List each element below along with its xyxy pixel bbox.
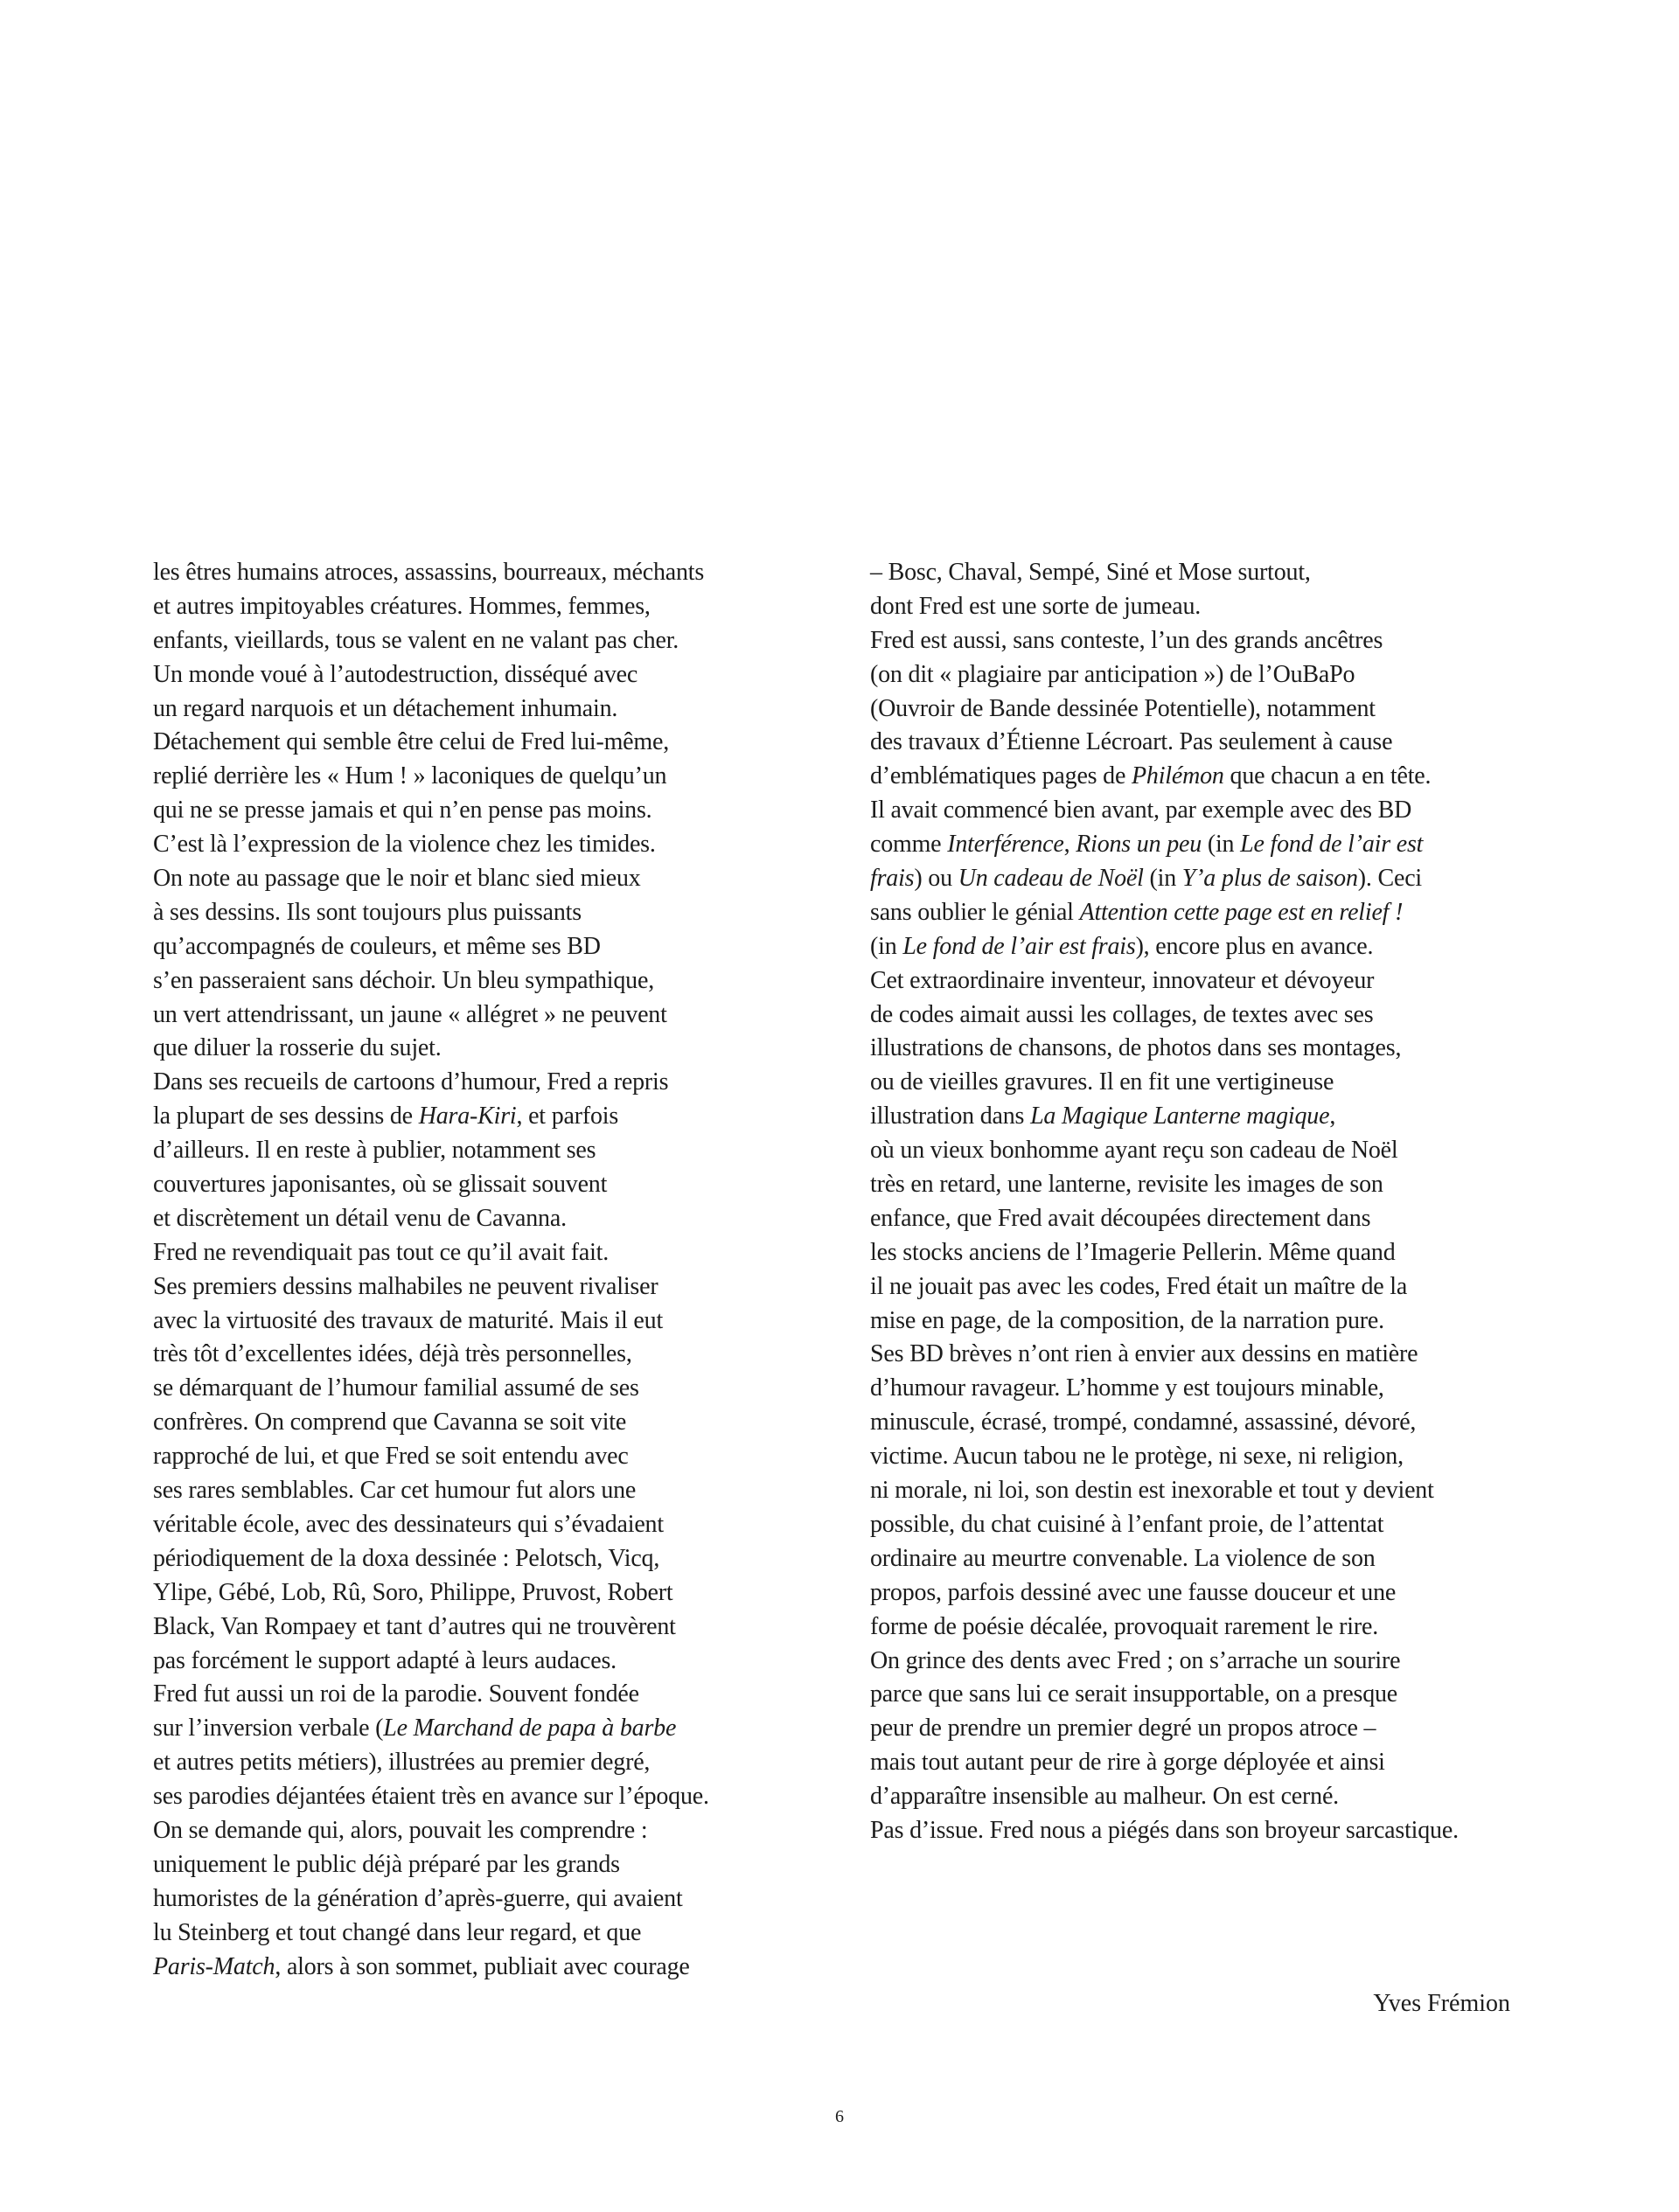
text-segment: d’apparaître insensible au malheur. On est cerné. [870, 1783, 1339, 1811]
text-segment: On grince des dents avec Fred ; on s’arrache un sourire [870, 1646, 1401, 1674]
text-line [870, 1474, 1517, 1508]
text-line [153, 1882, 800, 1916]
text-line [153, 1542, 800, 1576]
text-segment: enfance, que Fred avait découpées directement dans [870, 1204, 1371, 1232]
italic-title: Un cadeau de Noël [958, 865, 1144, 893]
text-segment: qu’accompagnés de couleurs, et même ses BD [153, 932, 601, 960]
text-segment: (in [870, 932, 903, 960]
text-line [870, 1610, 1517, 1645]
text-segment: s’en passeraient sans déchoir. Un bleu sympathique, [153, 966, 654, 994]
text-line [153, 1134, 800, 1168]
text-segment: dont Fred est une sorte de jumeau. [870, 592, 1202, 620]
text-segment: C’est là l’expression de la violence chez les timides. [153, 831, 656, 859]
text-segment: périodiquement de la doxa dessinée : Pelotsch, Vicq, [153, 1544, 660, 1572]
text-line [153, 692, 800, 727]
text-line [153, 1032, 800, 1066]
text-segment: Ses premiers dessins malhabiles ne peuvent rivaliser [153, 1272, 658, 1300]
text-segment: et autres impitoyables créatures. Hommes, femmes, [153, 592, 651, 620]
italic-title: Attention cette page est en relief ! [1079, 898, 1404, 926]
left-text-column [153, 556, 800, 1984]
text-segment: confrères. On comprend que Cavanna se soit vite [153, 1409, 627, 1436]
text-line [153, 862, 800, 896]
text-line [153, 760, 800, 794]
text-segment: Il avait commencé bien avant, par exemple avec des BD [870, 796, 1412, 824]
text-segment: se démarquant de l’humour familial assumé de ses [153, 1374, 639, 1402]
text-line [870, 998, 1517, 1033]
text-segment: On note au passage que le noir et blanc sied mieux [153, 865, 641, 893]
text-segment: sans oublier le génial [870, 898, 1080, 926]
text-line [870, 1746, 1517, 1780]
text-line [870, 624, 1517, 658]
text-line [153, 1236, 800, 1270]
text-segment: minuscule, écrasé, trompé, condamné, assassiné, dévoré, [870, 1409, 1417, 1436]
text-segment: et autres petits métiers), illustrées au premier degré, [153, 1749, 651, 1777]
text-line [870, 1100, 1517, 1134]
text-line [153, 556, 800, 590]
text-line [870, 1712, 1517, 1746]
text-line [870, 930, 1517, 964]
text-line [153, 658, 800, 692]
text-segment: pas forcément le support adapté à leurs audaces. [153, 1646, 617, 1674]
text-segment: rapproché de lui, et que Fred se soit entendu avec [153, 1443, 629, 1471]
text-segment: ou de vieilles gravures. Il en fit une vertigineuse [870, 1068, 1334, 1096]
text-line [870, 1236, 1517, 1270]
text-segment: d’humour ravageur. L’homme y est toujours minable, [870, 1374, 1384, 1402]
text-segment: humoristes de la génération d’après-guerre, qui avaient [153, 1884, 683, 1912]
text-line [153, 998, 800, 1033]
text-line [153, 1678, 800, 1712]
text-segment: d’emblématiques pages de [870, 762, 1132, 790]
text-segment: les stocks anciens de l’Imagerie Pellerin. Même quand [870, 1238, 1396, 1266]
text-segment: à ses dessins. Ils sont toujours plus puissants [153, 898, 582, 926]
text-segment: très tôt d’excellentes idées, déjà très personnelles, [153, 1340, 632, 1368]
text-segment: qui ne se presse jamais et qui n’en pense pas moins. [153, 796, 652, 824]
text-line [870, 658, 1517, 692]
text-line [153, 964, 800, 998]
text-line [153, 1508, 800, 1542]
text-segment: la plupart de ses dessins de [153, 1103, 419, 1130]
text-line [153, 896, 800, 930]
text-segment: Dans ses recueils de cartoons d’humour, Fred a repris [153, 1068, 669, 1096]
text-segment: ) ou [914, 865, 958, 893]
text-segment: d’ailleurs. Il en reste à publier, notamment ses [153, 1137, 596, 1165]
text-line [870, 1814, 1517, 1848]
text-segment: ni morale, ni loi, son destin est inexorable et tout y devient [870, 1477, 1434, 1505]
text-segment: que diluer la rosserie du sujet. [153, 1034, 442, 1062]
italic-title: Interférence [947, 831, 1064, 859]
italic-title: Hara-Kiri [418, 1103, 517, 1130]
text-segment: où un vieux bonhomme ayant reçu son cadeau de Noël [870, 1137, 1398, 1165]
text-segment: (in [1143, 865, 1182, 893]
text-segment: un regard narquois et un détachement inhumain. [153, 694, 618, 722]
italic-title: Le fond de l’air est [1240, 831, 1424, 859]
text-line [870, 692, 1517, 727]
text-line [153, 1202, 800, 1236]
text-segment: ), encore plus en avance. [1135, 932, 1374, 960]
text-segment: propos, parfois dessiné avec une fausse douceur et une [870, 1578, 1397, 1606]
text-line [153, 1372, 800, 1406]
text-line [870, 1508, 1517, 1542]
text-line [870, 1780, 1517, 1814]
text-line [870, 794, 1517, 828]
italic-title: Philémon [1132, 762, 1224, 790]
text-line [870, 828, 1517, 862]
text-line [153, 1576, 800, 1610]
text-segment: très en retard, une lanterne, revisite les images de son [870, 1171, 1383, 1199]
text-line [870, 964, 1517, 998]
text-line [153, 1406, 800, 1440]
text-segment: Détachement qui semble être celui de Fred lui-même, [153, 728, 670, 756]
text-line [153, 624, 800, 658]
text-line [153, 1916, 800, 1951]
text-segment: il ne jouait pas avec les codes, Fred était un maître de la [870, 1272, 1408, 1300]
text-segment: ses rares semblables. Car cet humour fut alors une [153, 1477, 637, 1505]
text-segment: On se demande qui, alors, pouvait les comprendre : [153, 1816, 648, 1844]
text-segment: victime. Aucun tabou ne le protège, ni sexe, ni religion, [870, 1443, 1404, 1471]
text-segment: parce que sans lui ce serait insupportable, on a presque [870, 1680, 1398, 1708]
text-line [153, 828, 800, 862]
text-line [153, 930, 800, 964]
italic-title: Y’a plus de saison [1181, 865, 1358, 893]
text-line [153, 1066, 800, 1100]
text-line [153, 1951, 800, 1985]
text-segment: replié derrière les « Hum ! » laconiques de quelqu’un [153, 762, 667, 790]
italic-title: Le Marchand de papa à barbe [383, 1715, 677, 1742]
text-line [870, 896, 1517, 930]
text-line [870, 1372, 1517, 1406]
italic-title: La Magique Lanterne magique [1030, 1103, 1330, 1130]
text-line [870, 1270, 1517, 1304]
text-segment: Ylipe, Gébé, Lob, Rû, Soro, Philippe, Pruvost, Robert [153, 1578, 673, 1606]
text-segment: Ses BD brèves n’ont rien à envier aux dessins en matière [870, 1340, 1418, 1368]
text-line [870, 760, 1517, 794]
text-segment: Cet extraordinaire inventeur, innovateur et dévoyeur [870, 966, 1375, 994]
text-line [870, 590, 1517, 624]
author-signature: Yves Frémion [1373, 1990, 1510, 2017]
text-line [870, 1134, 1517, 1168]
text-segment: des travaux d’Étienne Lécroart. Pas seulement à cause [870, 728, 1393, 756]
text-line [153, 1610, 800, 1645]
text-segment: mais tout autant peur de rire à gorge déployée et ainsi [870, 1749, 1385, 1777]
text-segment: ordinaire au meurtre convenable. La violence de son [870, 1544, 1376, 1572]
text-segment: peur de prendre un premier degré un propos atroce – [870, 1715, 1376, 1742]
text-line [153, 1712, 800, 1746]
text-line [870, 1168, 1517, 1202]
right-text-column [870, 556, 1517, 1848]
text-segment: Fred fut aussi un roi de la parodie. Souvent fondée [153, 1680, 639, 1708]
text-segment: illustration dans [870, 1103, 1031, 1130]
text-line [153, 1270, 800, 1304]
text-line [153, 590, 800, 624]
text-segment: (on dit « plagiaire par anticipation ») de l’OuBaPo [870, 660, 1355, 688]
text-segment: (in [1202, 831, 1241, 859]
text-segment: Fred ne revendiquait pas tout ce qu’il avait fait. [153, 1238, 610, 1266]
text-line [153, 1814, 800, 1848]
text-segment: uniquement le public déjà préparé par les grands [153, 1850, 620, 1878]
text-line [153, 794, 800, 828]
page-number: 6 [835, 2107, 844, 2126]
italic-title: Paris-Match [153, 1952, 275, 1980]
text-segment: enfants, vieillards, tous se valent en ne valant pas cher. [153, 626, 679, 654]
text-line [153, 1168, 800, 1202]
text-segment: couvertures japonisantes, où se glissait souvent [153, 1171, 608, 1199]
text-line [153, 1848, 800, 1882]
text-line [870, 1338, 1517, 1372]
text-segment: , alors à son sommet, publiait avec courage [275, 1952, 690, 1980]
text-segment: avec la virtuosité des travaux de maturité. Mais il eut [153, 1306, 664, 1334]
text-segment: un vert attendrissant, un jaune « allégret » ne peuvent [153, 1000, 667, 1028]
text-line [870, 1645, 1517, 1679]
text-segment: lu Steinberg et tout changé dans leur regard, et que [153, 1918, 642, 1946]
text-line [153, 1746, 800, 1780]
text-segment: – Bosc, Chaval, Sempé, Siné et Mose surtout, [870, 559, 1311, 586]
text-segment: Pas d’issue. Fred nous a piégés dans son broyeur sarcastique. [870, 1816, 1459, 1844]
italic-title: Le fond de l’air est frais [902, 932, 1136, 960]
text-line [870, 1032, 1517, 1066]
text-segment: comme [870, 831, 948, 859]
text-segment: sur l’inversion verbale ( [153, 1715, 384, 1742]
text-line [870, 556, 1517, 590]
italic-title: frais [870, 865, 915, 893]
text-line [870, 862, 1517, 896]
text-segment: de codes aimait aussi les collages, de textes avec ses [870, 1000, 1374, 1028]
text-line [153, 1100, 800, 1134]
italic-title: Rions un peu [1076, 831, 1202, 859]
text-segment: , et parfois [516, 1103, 619, 1130]
text-line [870, 1542, 1517, 1576]
text-line [153, 1304, 800, 1339]
text-line [870, 1304, 1517, 1339]
text-line [870, 726, 1517, 760]
text-line [153, 1440, 800, 1474]
text-segment: et discrètement un détail venu de Cavanna. [153, 1204, 567, 1232]
text-line [153, 1645, 800, 1679]
text-line [153, 1780, 800, 1814]
text-segment: , [1329, 1103, 1336, 1130]
text-line [870, 1066, 1517, 1100]
text-segment: Un monde voué à l’autodestruction, disséqué avec [153, 660, 638, 688]
text-line [870, 1406, 1517, 1440]
text-line [153, 726, 800, 760]
text-line [870, 1202, 1517, 1236]
text-line [870, 1678, 1517, 1712]
text-segment: ). Ceci [1357, 865, 1423, 893]
text-segment: illustrations de chansons, de photos dans ses montages, [870, 1034, 1402, 1062]
text-segment: Fred est aussi, sans conteste, l’un des grands ancêtres [870, 626, 1383, 654]
text-line [870, 1576, 1517, 1610]
text-segment: que chacun a en tête. [1223, 762, 1432, 790]
text-line [153, 1474, 800, 1508]
text-segment: , [1063, 831, 1076, 859]
text-line [870, 1440, 1517, 1474]
text-segment: forme de poésie décalée, provoquait rarement le rire. [870, 1612, 1378, 1640]
text-segment: possible, du chat cuisiné à l’enfant proie, de l’attentat [870, 1510, 1384, 1538]
text-line [153, 1338, 800, 1372]
text-segment: ses parodies déjantées étaient très en avance sur l’époque. [153, 1783, 709, 1811]
text-segment: les êtres humains atroces, assassins, bourreaux, méchants [153, 559, 705, 586]
text-segment: Black, Van Rompaey et tant d’autres qui ne trouvèrent [153, 1612, 676, 1640]
text-segment: mise en page, de la composition, de la narration pure. [870, 1306, 1384, 1334]
text-segment: véritable école, avec des dessinateurs qui s’évadaient [153, 1510, 664, 1538]
text-segment: (Ouvroir de Bande dessinée Potentielle), notamment [870, 694, 1376, 722]
